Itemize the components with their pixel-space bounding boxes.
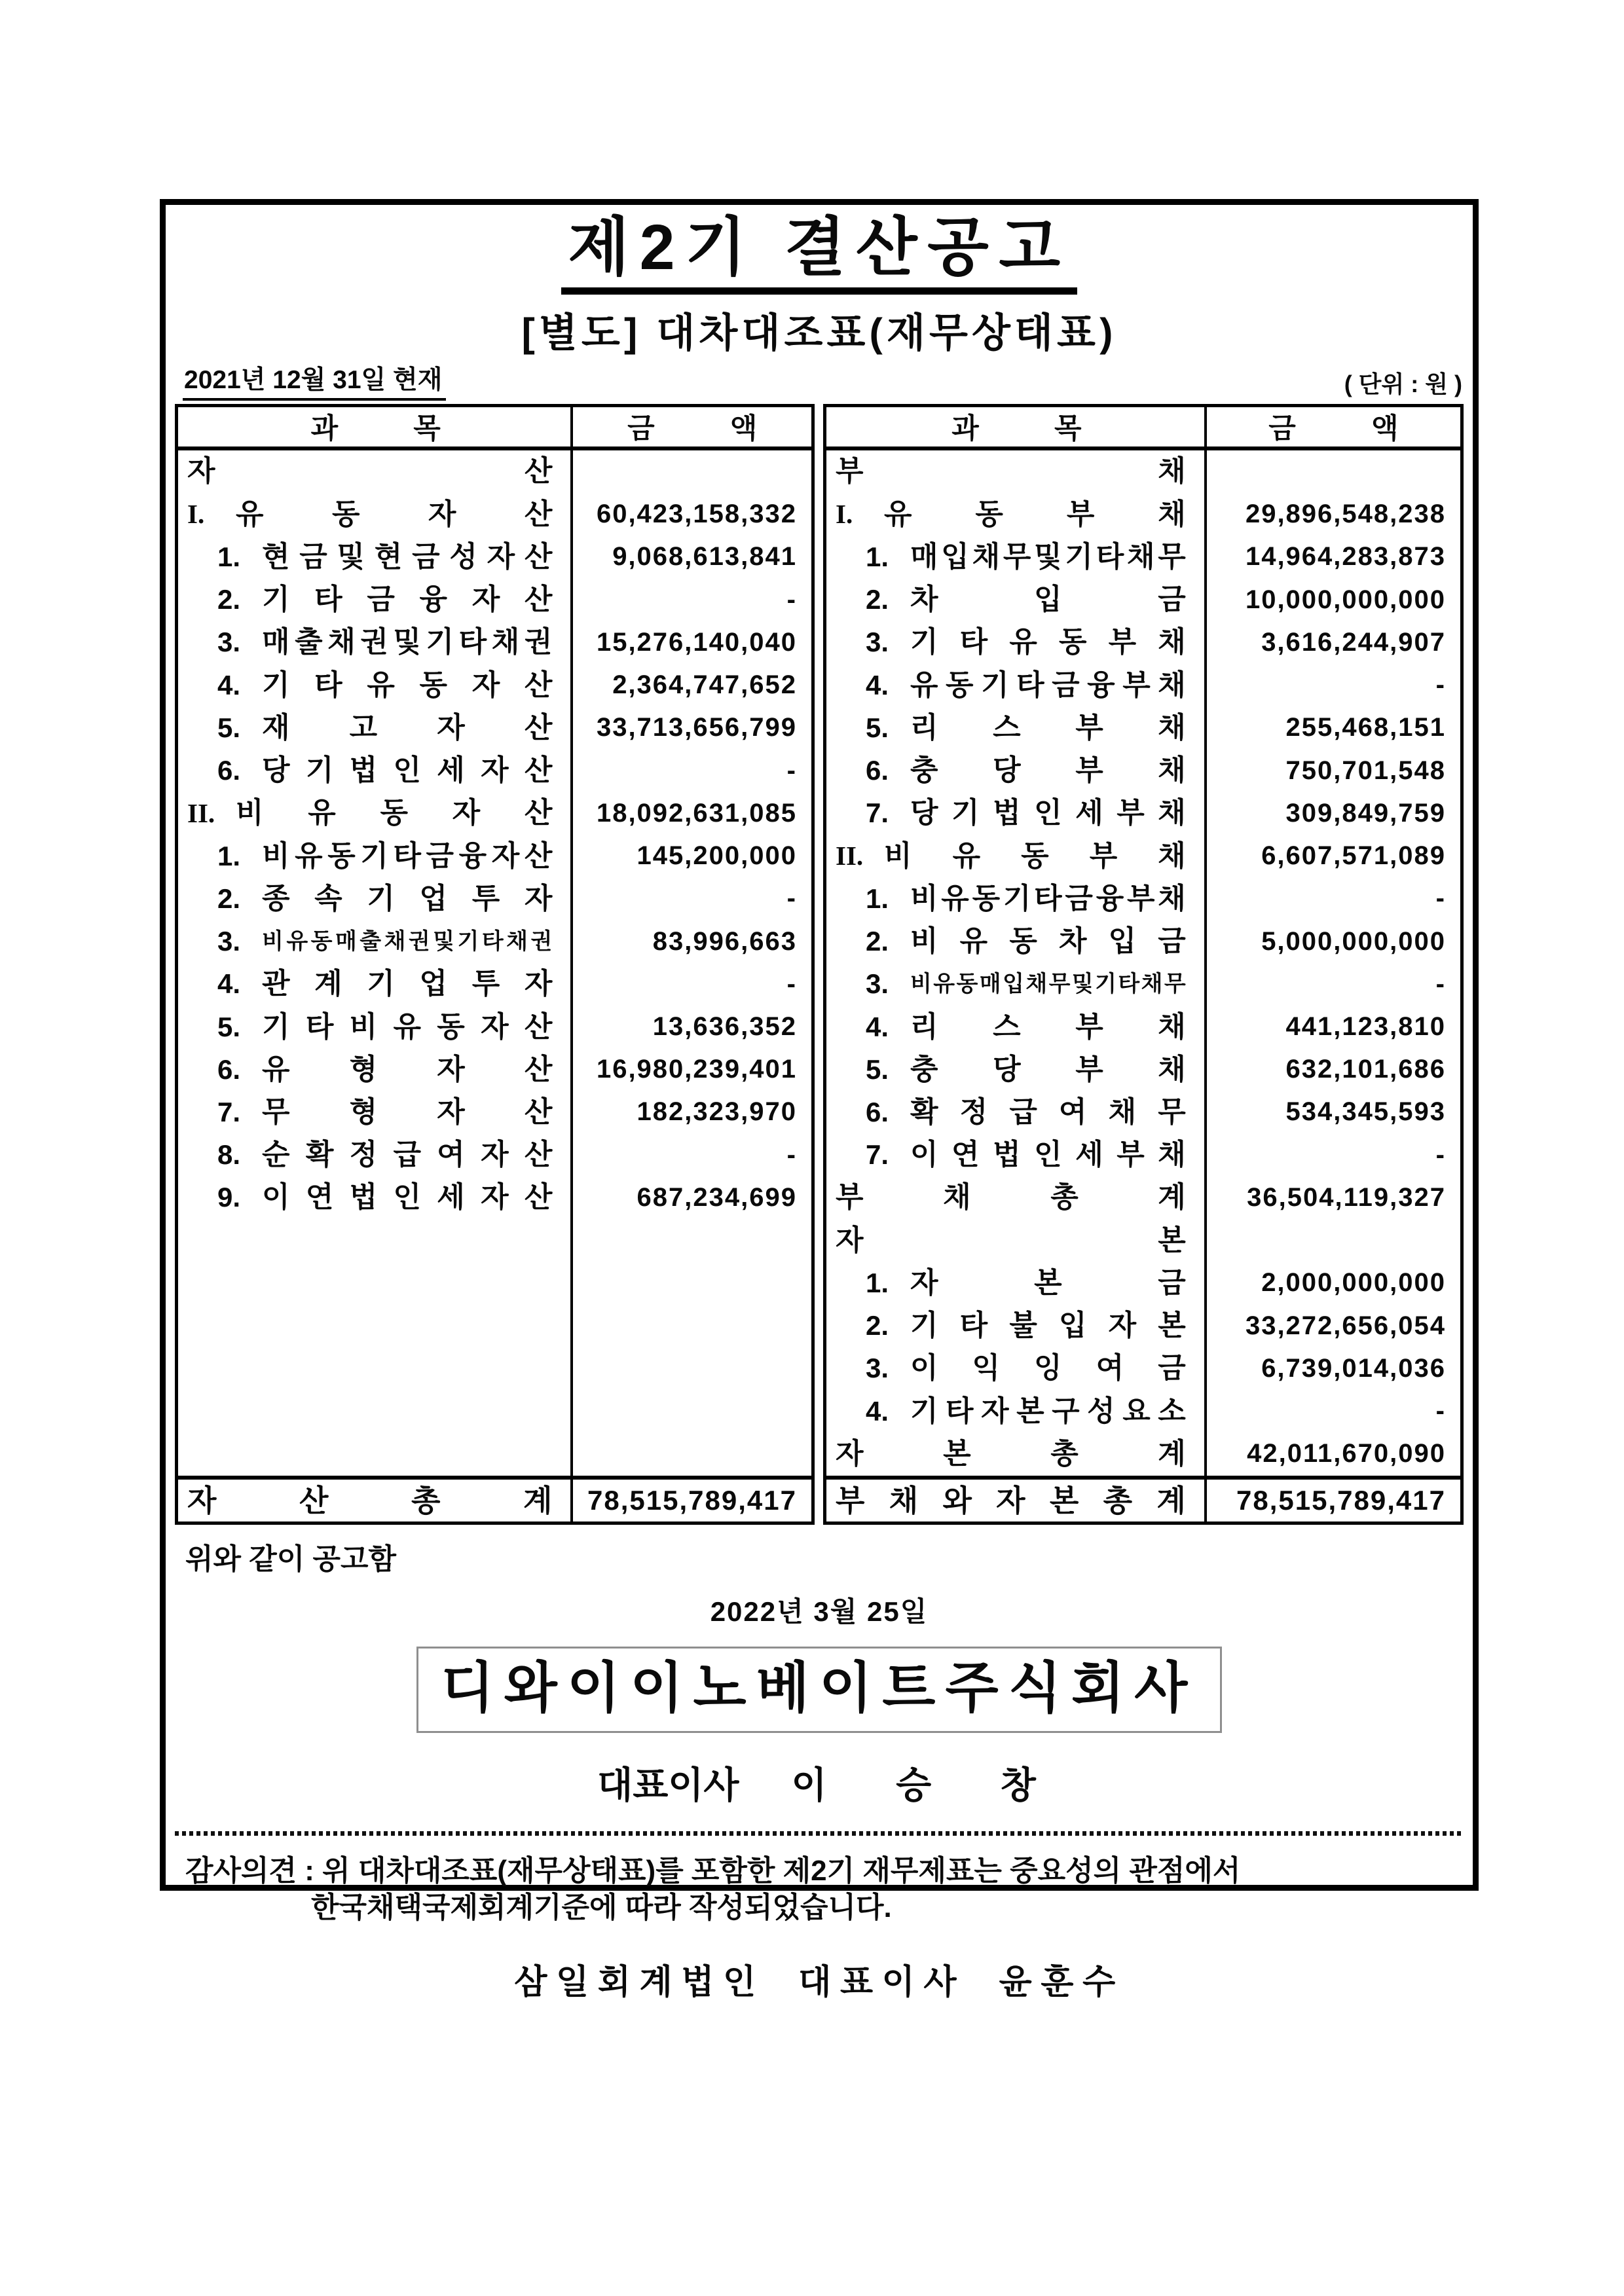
account-item-label — [826, 1176, 1207, 1219]
account-item-label — [826, 920, 1207, 962]
liabilities-equity-total-label-cell — [826, 1480, 1207, 1522]
item-label-text: 재 고 자 산 — [262, 711, 553, 744]
amount-value: 36,504,119,327 — [1247, 1182, 1446, 1212]
item-label-text: 이 연 법 인 세 자 산 — [262, 1181, 553, 1214]
amount-value: 441,123,810 — [1285, 1012, 1446, 1041]
account-item-label — [826, 621, 1207, 664]
account-item-label — [826, 877, 1207, 920]
item-label-text: 비 유 동 매 입 채 무 및 기 타 채 무 — [910, 972, 1186, 997]
auditor-statement: 삼일회계법인 대표이사 윤훈수 — [514, 1963, 1124, 2001]
table-row — [826, 536, 1460, 578]
amount-value: - — [1435, 969, 1446, 998]
amount-value — [573, 450, 811, 493]
account-item-label — [826, 1219, 1207, 1262]
row-prefix: 2. — [866, 1310, 889, 1341]
row-prefix: 4. — [866, 1395, 889, 1427]
table-row — [826, 749, 1460, 792]
audit-opinion-line2: 한국채택국제회계기준에 따라 작성되었습니다. — [311, 1891, 892, 1924]
item-label-text: 자 산 — [187, 455, 553, 488]
item-label-text: 매 입 채 무 및 기 타 채 무 — [910, 540, 1186, 573]
amount-value: - — [786, 585, 797, 614]
account-item-label — [178, 1048, 573, 1091]
amount-value: 309,849,759 — [1285, 798, 1446, 828]
account-item-label — [826, 450, 1207, 493]
account-item-label — [178, 579, 573, 621]
table-row — [178, 1006, 811, 1048]
table-row — [178, 536, 811, 578]
row-prefix: 7. — [217, 1096, 241, 1127]
item-label-text: 기 타 자 본 구 성 요 소 — [910, 1394, 1186, 1427]
table-row — [826, 1347, 1460, 1390]
row-prefix: I. — [836, 499, 853, 530]
account-item-label — [826, 1262, 1207, 1304]
item-label-text: 관 계 기 업 투 자 — [262, 968, 553, 1000]
item-label-text: 유 동 기 타 금 융 부 채 — [910, 668, 1186, 701]
amount-value: 6,607,571,089 — [1261, 841, 1446, 871]
item-label-text: 리 스 부 채 — [910, 711, 1186, 744]
amount-value: 13,636,352 — [652, 1012, 797, 1041]
item-label-text: 이 익 잉 여 금 — [910, 1352, 1186, 1385]
assets-total-label: 자 산 총 계 — [187, 1483, 553, 1518]
row-prefix: 5. — [866, 1053, 889, 1085]
column-header-item: 과 목 — [310, 413, 441, 445]
account-item-label — [826, 1305, 1207, 1347]
row-prefix: 3. — [866, 968, 889, 1000]
announcement-date: 2022년 3월 25일 — [710, 1595, 929, 1627]
amount-value: - — [1435, 1140, 1446, 1169]
amount-value: - — [786, 884, 797, 913]
item-label-text: 유 동 부 채 — [884, 498, 1186, 530]
dotted-divider — [175, 1831, 1464, 1836]
table-row — [826, 1262, 1460, 1304]
item-label-text: 이 연 법 인 세 부 채 — [910, 1139, 1186, 1171]
row-prefix: 6. — [866, 1096, 889, 1127]
amount-value: 60,423,158,332 — [596, 500, 797, 529]
item-label-text: 당 기 법 인 세 부 채 — [910, 797, 1186, 829]
meta-row — [175, 359, 1464, 401]
row-prefix: 4. — [866, 669, 889, 701]
assets-total-label-cell — [178, 1480, 573, 1522]
row-prefix: I. — [187, 499, 205, 530]
row-prefix: 3. — [217, 926, 241, 957]
liabilities-table-header — [826, 407, 1460, 450]
account-item-label — [178, 706, 573, 749]
amount-value: 9,068,613,841 — [612, 542, 797, 572]
table-row — [826, 493, 1460, 536]
unit-label: ( 단위 : 원 ) — [1344, 370, 1462, 397]
table-row — [178, 450, 811, 493]
account-item-label — [826, 1006, 1207, 1048]
table-row — [178, 664, 811, 706]
account-item-label — [178, 536, 573, 578]
balance-sheet-table — [175, 404, 1464, 1525]
row-prefix: 4. — [866, 1011, 889, 1042]
account-item-label — [178, 749, 573, 792]
account-item-label — [826, 749, 1207, 792]
assets-column-divider — [570, 407, 573, 1522]
liabilities-equity-table — [823, 404, 1464, 1525]
amount-value: 687,234,699 — [637, 1182, 797, 1212]
item-label-text: 비 유 동 매 출 채 권 및 기 타 채 권 — [262, 929, 553, 955]
table-row — [178, 1091, 811, 1133]
item-label-text: 리 스 부 채 — [910, 1010, 1186, 1043]
column-header-amount: 금 액 — [627, 413, 758, 445]
row-prefix: 6. — [217, 755, 241, 786]
row-prefix: 2. — [217, 883, 241, 914]
account-item-label — [178, 664, 573, 706]
row-prefix: 8. — [217, 1139, 241, 1171]
item-label-text: 자 본 총 계 — [836, 1437, 1186, 1470]
account-item-label — [826, 792, 1207, 835]
account-item-label — [178, 1176, 573, 1219]
item-label-text: 충 당 부 채 — [910, 1053, 1186, 1085]
table-row — [826, 1006, 1460, 1048]
row-prefix: 5. — [217, 1011, 241, 1042]
amount-value — [1207, 1219, 1460, 1262]
amount-value: 2,000,000,000 — [1261, 1268, 1446, 1298]
amount-value: 33,272,656,054 — [1245, 1311, 1446, 1340]
item-label-text: 기 타 비 유 동 자 산 — [262, 1010, 553, 1043]
account-item-label — [178, 963, 573, 1006]
table-row — [826, 1219, 1460, 1262]
row-prefix: 1. — [866, 541, 889, 572]
account-item-label — [178, 493, 573, 536]
item-label-text: 충 당 부 채 — [910, 754, 1186, 787]
table-row — [826, 963, 1460, 1006]
table-row — [826, 1176, 1460, 1219]
amount-value: 2,364,747,652 — [612, 670, 797, 700]
amount-value: 83,996,663 — [652, 926, 797, 956]
column-header-amount: 금 액 — [1268, 413, 1399, 445]
item-label-text: 기 타 유 동 자 산 — [262, 668, 553, 701]
account-item-label — [826, 579, 1207, 621]
announcement-border-box — [160, 199, 1479, 2001]
audit-opinion — [185, 1853, 1464, 1927]
amount-value: 16,980,239,401 — [596, 1055, 797, 1084]
ceo-line — [175, 1757, 1464, 1809]
account-item-label — [826, 1091, 1207, 1133]
row-prefix: II. — [187, 797, 215, 828]
table-row — [178, 877, 811, 920]
table-row — [826, 1048, 1460, 1091]
table-row — [826, 920, 1460, 962]
row-prefix: 5. — [217, 712, 241, 743]
table-row — [178, 493, 811, 536]
liabilities-equity-total-row — [826, 1476, 1460, 1522]
table-row — [826, 1305, 1460, 1347]
table-row — [826, 664, 1460, 706]
row-prefix: 5. — [866, 712, 889, 743]
amount-value: 6,739,014,036 — [1261, 1353, 1446, 1383]
amount-value: 255,468,151 — [1285, 713, 1446, 742]
account-item-label — [178, 920, 573, 962]
item-label-text: 기 타 불 입 자 본 — [910, 1309, 1186, 1342]
amount-value: - — [786, 969, 797, 998]
table-row — [826, 835, 1460, 877]
table-row — [178, 579, 811, 621]
ceo-name: 이 승 창 — [791, 1764, 1041, 1806]
column-header-item: 과 목 — [951, 413, 1082, 445]
account-item-label — [178, 621, 573, 664]
account-item-label — [826, 706, 1207, 749]
assets-table-body — [178, 450, 811, 1476]
table-row — [826, 621, 1460, 664]
row-prefix: 4. — [217, 669, 241, 701]
row-prefix: 3. — [217, 627, 241, 658]
row-prefix: 1. — [217, 840, 241, 871]
table-row — [178, 963, 811, 1006]
item-label-text: 유 동 자 산 — [236, 498, 553, 530]
table-row — [826, 1091, 1460, 1133]
amount-value: - — [786, 1140, 797, 1169]
row-prefix: 2. — [866, 926, 889, 957]
account-item-label — [826, 1432, 1207, 1475]
item-label-text: 자 본 — [836, 1224, 1186, 1256]
amount-value: - — [1435, 884, 1446, 913]
table-row — [178, 621, 811, 664]
liabilities-equity-total-amount: 78,515,789,417 — [1236, 1484, 1446, 1516]
item-label-text: 확 정 급 여 채 무 — [910, 1095, 1186, 1128]
table-row — [178, 1048, 811, 1091]
row-prefix: 2. — [217, 584, 241, 615]
amount-value: 42,011,670,090 — [1247, 1439, 1446, 1468]
amount-value: 15,276,140,040 — [596, 627, 797, 657]
account-item-label — [826, 835, 1207, 877]
title-wrap — [175, 211, 1464, 295]
as-of-date: 2021년 12월 31일 현재 — [183, 359, 446, 401]
account-item-label — [826, 963, 1207, 1006]
item-label-text: 비 유 동 부 채 — [884, 839, 1186, 872]
amount-value: 750,701,548 — [1285, 756, 1446, 785]
assets-table-header — [178, 407, 811, 450]
item-label-text: 매 출 채 권 및 기 타 채 권 — [262, 626, 553, 659]
row-prefix: 7. — [866, 797, 889, 829]
account-item-label — [826, 1347, 1207, 1390]
table-row — [178, 706, 811, 749]
amount-value: 3,616,244,907 — [1261, 627, 1446, 657]
item-label-text: 부 채 — [836, 455, 1186, 488]
item-label-text: 당 기 법 인 세 자 산 — [262, 754, 553, 787]
row-prefix: 1. — [866, 1267, 889, 1298]
amount-value: 14,964,283,873 — [1245, 542, 1446, 572]
item-label-text: 부 채 총 계 — [836, 1181, 1186, 1214]
amount-value: 182,323,970 — [637, 1097, 797, 1127]
account-item-label — [826, 1134, 1207, 1176]
amount-value: - — [786, 756, 797, 785]
company-name: 디와이이노베이트주식회사 — [441, 1656, 1198, 1719]
item-label-text: 비 유 동 차 입 금 — [910, 925, 1186, 958]
amount-value: 5,000,000,000 — [1261, 926, 1446, 956]
account-item-label — [826, 493, 1207, 536]
account-item-label — [178, 835, 573, 877]
account-item-label — [178, 877, 573, 920]
liabilities-equity-total-label: 부 채 와 자 본 총 계 — [836, 1483, 1186, 1518]
amount-value: 145,200,000 — [637, 841, 797, 871]
table-row — [826, 877, 1460, 920]
page-subtitle: [별도] 대차대조표(재무상태표) — [521, 310, 1117, 355]
account-item-label — [178, 792, 573, 835]
notice-text: 위와 같이 공고함 — [185, 1542, 396, 1575]
table-row — [826, 1390, 1460, 1432]
table-row — [178, 1176, 811, 1219]
amount-value: 10,000,000,000 — [1245, 585, 1446, 614]
item-label-text: 비 유 동 자 산 — [236, 797, 553, 829]
amount-value: 632,101,686 — [1285, 1055, 1446, 1084]
table-row — [826, 450, 1460, 493]
amount-value — [1207, 450, 1460, 493]
row-prefix: 6. — [217, 1053, 241, 1085]
amount-value: 534,345,593 — [1285, 1097, 1446, 1127]
assets-total-amount: 78,515,789,417 — [587, 1484, 797, 1516]
table-row — [178, 1134, 811, 1176]
table-row — [826, 579, 1460, 621]
row-prefix: 7. — [866, 1139, 889, 1171]
row-prefix: 9. — [217, 1182, 241, 1213]
row-prefix: 2. — [866, 584, 889, 615]
item-label-text: 비 유 동 기 타 금 융 부 채 — [910, 882, 1186, 915]
account-item-label — [178, 1134, 573, 1176]
account-item-label — [178, 450, 573, 493]
account-item-label — [178, 1091, 573, 1133]
row-prefix: 3. — [866, 1353, 889, 1384]
account-item-label — [826, 1048, 1207, 1091]
item-label-text: 비 유 동 기 타 금 융 자 산 — [262, 839, 553, 872]
item-label-text: 차 입 금 — [910, 583, 1186, 616]
audit-opinion-line1: 감사의견 : 위 대차대조표(재무상태표)를 포함한 제2기 재무제표는 중요성의 관점에서 — [185, 1855, 1241, 1887]
table-row — [826, 1432, 1460, 1475]
amount-value: 33,713,656,799 — [596, 713, 797, 742]
row-prefix: 1. — [866, 883, 889, 914]
row-prefix: 1. — [217, 541, 241, 572]
row-prefix: 3. — [866, 627, 889, 658]
account-item-label — [178, 1006, 573, 1048]
table-row — [178, 749, 811, 792]
liabilities-column-divider — [1204, 407, 1207, 1522]
item-label-text: 기 타 유 동 부 채 — [910, 626, 1186, 659]
company-name-box — [416, 1647, 1221, 1733]
account-item-label — [826, 536, 1207, 578]
item-label-text: 자 본 금 — [910, 1266, 1186, 1299]
table-row — [826, 706, 1460, 749]
item-label-text: 종 속 기 업 투 자 — [262, 882, 553, 915]
item-label-text: 기 타 금 융 자 산 — [262, 583, 553, 616]
table-row — [826, 792, 1460, 835]
assets-total-row — [178, 1476, 811, 1522]
amount-value: 29,896,548,238 — [1245, 500, 1446, 529]
item-label-text: 순 확 정 급 여 자 산 — [262, 1139, 553, 1171]
table-row — [826, 1134, 1460, 1176]
row-prefix: II. — [836, 841, 864, 871]
ceo-title: 대표이사 — [597, 1764, 739, 1806]
row-prefix: 6. — [866, 755, 889, 786]
amount-value: - — [1435, 1396, 1446, 1426]
amount-value: 18,092,631,085 — [596, 798, 797, 828]
table-row — [178, 920, 811, 962]
assets-table — [175, 404, 815, 1525]
table-row — [178, 835, 811, 877]
page-title: 제2기 결산공고 — [561, 214, 1077, 295]
table-row — [178, 792, 811, 835]
item-label-text: 유 형 자 산 — [262, 1053, 553, 1085]
row-prefix: 4. — [217, 968, 241, 1000]
account-item-label — [826, 1390, 1207, 1432]
account-item-label — [826, 664, 1207, 706]
amount-value: - — [1435, 670, 1446, 700]
item-label-text: 현 금 및 현 금 성 자 산 — [262, 540, 553, 573]
liabilities-table-body — [826, 450, 1460, 1476]
item-label-text: 무 형 자 산 — [262, 1095, 553, 1128]
